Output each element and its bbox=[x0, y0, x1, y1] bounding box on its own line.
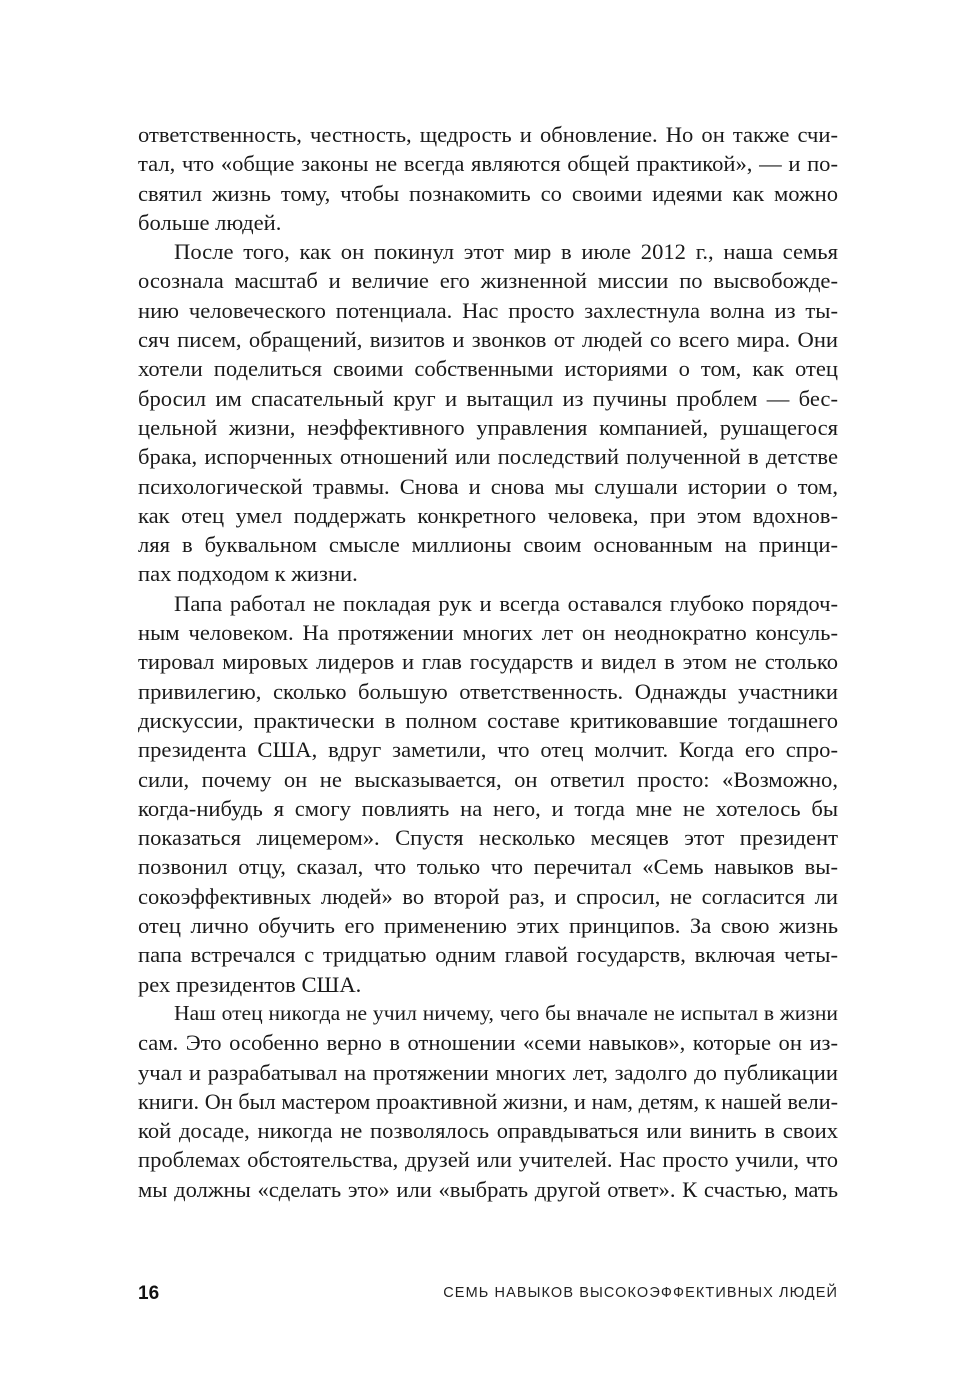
text-line: святил жизнь тому, чтобы познакомить со своими идеями как можно bbox=[138, 180, 838, 206]
text-line: сяч писем, обращений, визитов и звонков от людей со всего мира. Они bbox=[138, 327, 838, 353]
text-line: бросил им спасательный круг и вытащил из пучины проблем — бес- bbox=[138, 385, 838, 411]
text-line: хотели поделиться своими собственными историями о том, как отец bbox=[138, 356, 838, 382]
body-text bbox=[138, 120, 838, 1204]
text-line: сили, почему он не высказывается, он ответил просто: «Возможно, bbox=[138, 766, 838, 792]
text-line: ответственность, честность, щедрость и обновление. Но он также счи- bbox=[138, 122, 838, 147]
page-number: 16 bbox=[138, 1283, 160, 1304]
text-line: осознала масштаб и величие его жизненной миссии по высвобожде- bbox=[138, 268, 838, 294]
page-footer bbox=[138, 1283, 838, 1307]
text-line: книги. Он был мастером проактивной жизни, и нам, детям, к нашей вели- bbox=[138, 1088, 838, 1114]
text-line: кой досаде, никогда не позволялось оправдываться или винить в своих bbox=[138, 1118, 838, 1144]
text-line: отец лично обучить его применению этих принципов. За свою жизнь bbox=[138, 913, 838, 939]
text-line: учал и разрабатывал на протяжении многих лет, задолго до публикации bbox=[138, 1059, 838, 1085]
text-line: дискуссии, практически в полном составе критиковавшие тогдашнего bbox=[138, 707, 838, 733]
running-title: СЕМЬ НАВЫКОВ ВЫСОКОЭФФЕКТИВНЫХ ЛЮДЕЙ bbox=[443, 1285, 838, 1301]
text-line: папа встречался с тридцатью одним главой государств, включая четы- bbox=[138, 942, 838, 968]
text-line: психологической травмы. Снова и снова мы слушали истории о том, bbox=[138, 473, 838, 499]
text-line: ным человеком. На протяжении многих лет он неоднократно консуль- bbox=[138, 620, 838, 646]
text-line: привилегию, сколько большую ответственность. Однажды участники bbox=[138, 678, 838, 704]
text-line: больше людей. bbox=[138, 209, 282, 235]
text-line: рех президентов США. bbox=[138, 971, 362, 997]
text-line: мы должны «сделать это» или «выбрать другой ответ». К счастью, мать bbox=[138, 1176, 838, 1202]
text-line: пах подходом к жизни. bbox=[138, 561, 358, 587]
text-line: сокоэффективных людей» во второй раз, и спросил, не согласится ли bbox=[138, 883, 838, 909]
text-line: позвонил отцу, сказал, что только что перечитал «Семь навыков вы- bbox=[138, 854, 838, 880]
text-line: президента США, вдруг заметили, что отец молчит. Когда его спро- bbox=[138, 737, 838, 763]
text-line: Папа работал не покладая рук и всегда оставался глубоко порядоч- bbox=[174, 590, 838, 616]
text-line: Наш отец никогда не учил ничему, чего бы вначале не испытал в жизни bbox=[174, 1000, 838, 1025]
text-line: нию человеческого потенциала. Нас просто захлестнула волна из ты- bbox=[138, 297, 838, 323]
text-line: ляя в буквальном смысле миллионы своим основанным на принци- bbox=[138, 532, 838, 558]
text-line: После того, как он покинул этот мир в июле 2012 г., наша семья bbox=[174, 239, 838, 265]
text-line: цельной жизни, неэффективного управления компанией, рушащегося bbox=[138, 414, 838, 440]
text-line: как отец умел поддержать конкретного человека, при этом вдохнов- bbox=[138, 502, 838, 528]
text-line: проблемах обстоятельства, друзей или учителей. Нас просто учили, что bbox=[138, 1147, 838, 1173]
text-line: тировал мировых лидеров и глав государств и видел в этом не столько bbox=[138, 649, 838, 675]
text-line: тал, что «общие законы не всегда являются общей практикой», — и по- bbox=[138, 151, 838, 177]
text-line: сам. Это особенно верно в отношении «семи навыков», которые он из- bbox=[138, 1030, 838, 1056]
text-line: когда-нибудь я смогу повлиять на него, и тогда мне не хотелось бы bbox=[138, 795, 838, 821]
text-line: показаться лицемером». Спустя несколько месяцев этот президент bbox=[138, 825, 838, 851]
text-line: брака, испорченных отношений или последствий полученной в детстве bbox=[138, 444, 838, 470]
